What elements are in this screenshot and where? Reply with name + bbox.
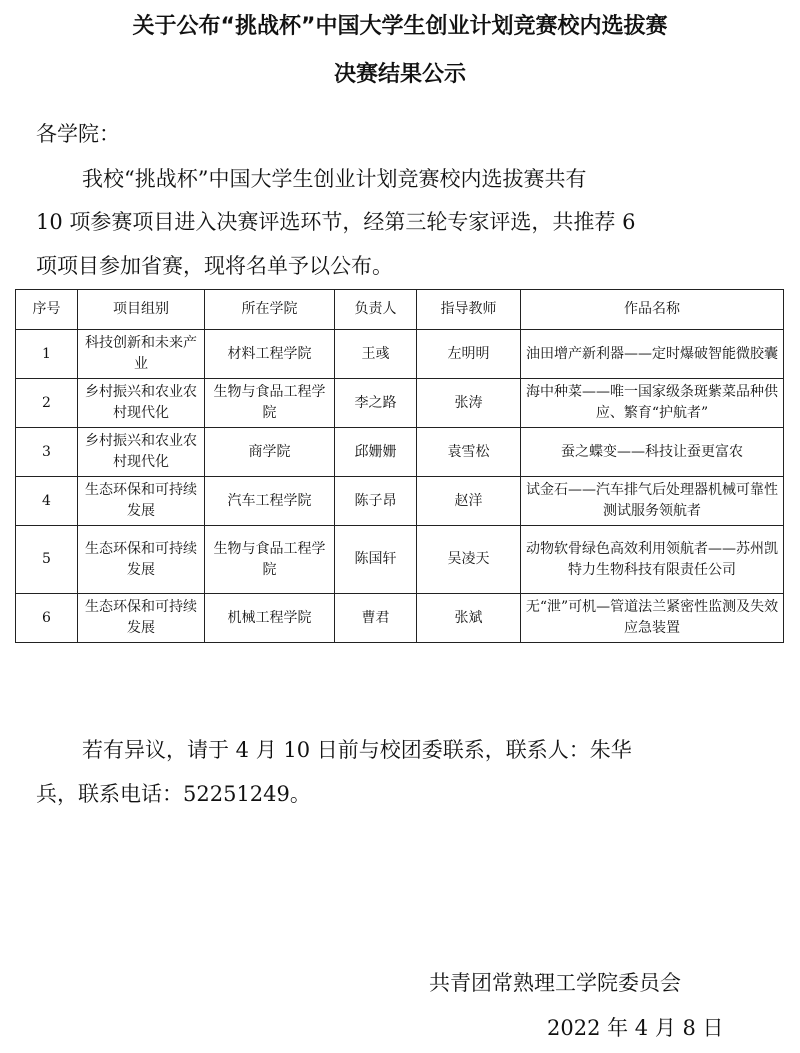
cell-leader: 邱姗姗: [335, 428, 417, 477]
table-row: [16, 526, 784, 594]
cell-work-title: 油田增产新利器——定时爆破智能微胶囊: [521, 330, 784, 379]
cell-number: 5: [16, 526, 78, 594]
cell-group: 生态环保和可持续发展: [78, 477, 205, 526]
table-row: [16, 379, 784, 428]
document-title-line-2: 决赛结果公示: [333, 62, 466, 87]
cell-college: 商学院: [205, 428, 335, 477]
header-number: 序号: [16, 290, 78, 330]
cell-work-title: 蚕之蝶变——科技让蚕更富农: [521, 428, 784, 477]
header-college: 所在学院: [205, 290, 335, 330]
cell-college: 材料工程学院: [205, 330, 335, 379]
results-table: [15, 289, 784, 643]
cell-number: 3: [16, 428, 78, 477]
cell-number: 2: [16, 379, 78, 428]
cell-advisor: 赵洋: [417, 477, 521, 526]
table-row: [16, 594, 784, 643]
cell-leader: 李之路: [335, 379, 417, 428]
cell-number: 6: [16, 594, 78, 643]
signature-date: 2022 年 4 月 8 日: [547, 1016, 724, 1040]
cell-college: 生物与食品工程学院: [205, 526, 335, 594]
cell-work-title: 海中种菜——唯一国家级条斑紫菜品种供应、繁育“护航者”: [521, 379, 784, 428]
cell-group: 乡村振兴和农业农村现代化: [78, 379, 205, 428]
cell-group: 科技创新和未来产业: [78, 330, 205, 379]
header-leader: 负责人: [335, 290, 417, 330]
cell-advisor: 张涛: [417, 379, 521, 428]
signature-organization: 共青团常熟理工学院委员会: [429, 971, 681, 995]
greeting: 各学院：: [36, 122, 120, 146]
body-line-1: 我校“挑战杯”中国大学生创业计划竞赛校内选拔赛共有: [82, 167, 587, 191]
document-title-line-1: 关于公布“挑战杯”中国大学生创业计划竞赛校内选拔赛: [132, 14, 668, 39]
cell-college: 生物与食品工程学院: [205, 379, 335, 428]
cell-advisor: 袁雪松: [417, 428, 521, 477]
cell-work-title: 试金石——汽车排气后处理器机械可靠性测试服务领航者: [521, 477, 784, 526]
cell-group: 乡村振兴和农业农村现代化: [78, 428, 205, 477]
table-row: [16, 330, 784, 379]
table-row: [16, 477, 784, 526]
cell-college: 机械工程学院: [205, 594, 335, 643]
body-line-3: 项项目参加省赛，现将名单予以公布。: [36, 254, 393, 278]
header-advisor: 指导教师: [417, 290, 521, 330]
cell-leader: 曹君: [335, 594, 417, 643]
cell-number: 1: [16, 330, 78, 379]
objection-notice-line-2: 兵，联系电话：52251249。: [36, 782, 311, 806]
cell-work-title: 动物软骨绿色高效利用领航者——苏州凯特力生物科技有限责任公司: [521, 526, 784, 594]
cell-leader: 王彧: [335, 330, 417, 379]
cell-advisor: 张斌: [417, 594, 521, 643]
table-header-row: [16, 290, 784, 330]
body-line-2: 10 项参赛项目进入决赛评选环节，经第三轮专家评选，共推荐 6: [36, 210, 636, 234]
cell-work-title: 无“泄”可机—管道法兰紧密性监测及失效应急装置: [521, 594, 784, 643]
objection-notice-line-1: 若有异议，请于 4 月 10 日前与校团委联系，联系人：朱华: [82, 738, 632, 762]
cell-college: 汽车工程学院: [205, 477, 335, 526]
table-row: [16, 428, 784, 477]
cell-advisor: 吴凌天: [417, 526, 521, 594]
header-group: 项目组别: [78, 290, 205, 330]
cell-leader: 陈子昂: [335, 477, 417, 526]
cell-advisor: 左明明: [417, 330, 521, 379]
cell-leader: 陈国轩: [335, 526, 417, 594]
header-work-title: 作品名称: [521, 290, 784, 330]
cell-group: 生态环保和可持续发展: [78, 526, 205, 594]
cell-number: 4: [16, 477, 78, 526]
cell-group: 生态环保和可持续发展: [78, 594, 205, 643]
